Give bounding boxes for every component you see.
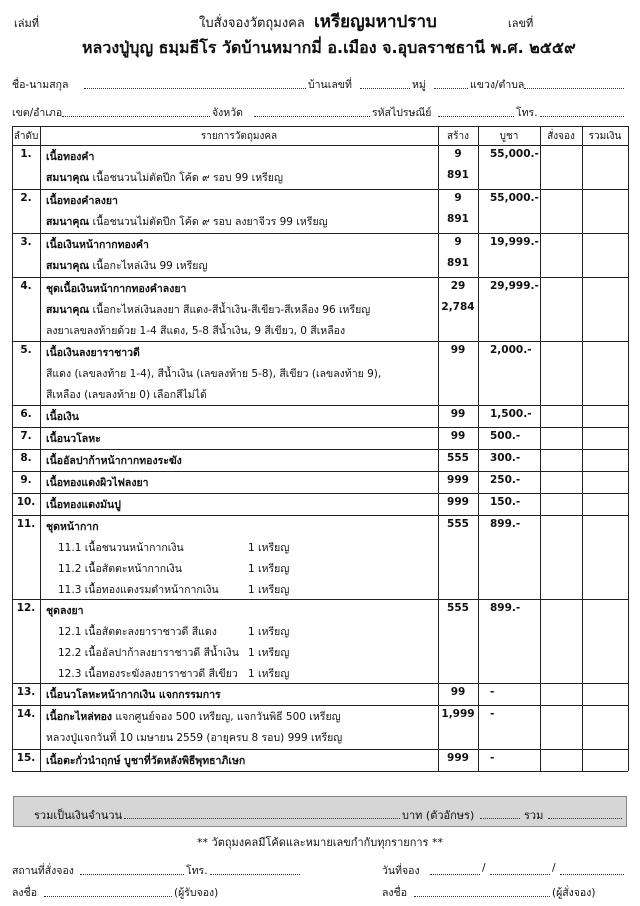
table-row-divider: [12, 233, 628, 234]
item-title: ชุดหน้ากาก: [46, 521, 99, 533]
item-number: 12.: [16, 602, 36, 614]
orderer-label: (ผู้สั่งจอง): [552, 887, 596, 899]
item-title-line: [46, 148, 94, 165]
order-quantity-cell[interactable]: [541, 706, 581, 748]
table-row-divider: [12, 705, 628, 706]
order-quantity-cell[interactable]: [541, 516, 581, 598]
item-title: เนื้อทองแดงผิวไฟลงยา: [46, 477, 149, 489]
column-header-item: รายการวัตถุมงคล: [200, 131, 278, 142]
table-column-divider: [12, 126, 13, 771]
item-number: 5.: [20, 344, 32, 356]
item-description-extra: สีเหลือง (เลขลงท้าย 0) เลือกสีไม่ได้: [46, 389, 207, 401]
order-quantity-cell[interactable]: [541, 278, 581, 340]
item-price: 19,999.-: [490, 236, 539, 248]
phone-label: โทร.: [516, 107, 538, 119]
order-quantity-cell[interactable]: [541, 750, 581, 770]
item-title: เนื้อกะไหล่ทอง: [46, 711, 113, 723]
item-title: เนื้อนวโลหะหน้ากากเงิน แจกกรรมการ: [46, 689, 221, 701]
item-price: -: [490, 708, 495, 720]
item-description-text: สีแดง (เลขลงท้าย 1-4), สีน้ำเงิน (เลขลงท้าย 5-8), สีเขียว (เลขลงท้าย 9),: [46, 368, 382, 380]
district-label: เขต/อำเภอ: [12, 107, 63, 119]
bonus-label: สมนาคุณ: [46, 216, 90, 228]
made-count: 99: [450, 408, 466, 420]
item-title-line: [46, 280, 186, 297]
order-quantity-cell[interactable]: [541, 342, 581, 404]
order-quantity-cell[interactable]: [541, 146, 581, 188]
row-total-cell[interactable]: [583, 146, 627, 188]
item-title-line: [46, 474, 149, 491]
bonus-label: สมนาคุณ: [46, 304, 90, 316]
sub-item-name: 11.3 เนื้อทองแดงรมดำหน้ากากเงิน: [58, 584, 219, 596]
item-description-text: เนื้อชนวนไม่ตัดปีก โค้ด ๙ รอบ 99 เหรียญ: [89, 172, 283, 184]
footer-phone-field[interactable]: [210, 874, 300, 875]
sub-item-quantity: 1 เหรียญ: [248, 626, 290, 638]
item-description: [46, 257, 207, 274]
row-total-cell[interactable]: [583, 190, 627, 232]
table-row-divider: [12, 471, 628, 472]
item-price: 150.-: [490, 496, 521, 508]
footer-phone-label: โทร.: [186, 865, 208, 877]
item-title-line: [46, 236, 149, 253]
item-number: 15.: [16, 752, 36, 764]
item-title-detail: แจกศูนย์จอง 500 เหรียญ, แจกวันพิธี 500 เหรียญ: [112, 711, 341, 723]
column-header-made: สร้าง: [447, 131, 469, 142]
bonus-label: สมนาคุณ: [46, 172, 90, 184]
item-title-line: [46, 408, 79, 425]
item-title: เนื้อเงินหน้ากากทองคำ: [46, 239, 149, 251]
item-title: เนื้อเงินลงยาราชาวดี: [46, 347, 140, 359]
item-number: 2.: [20, 192, 32, 204]
place-field[interactable]: [80, 874, 184, 875]
made-count: 555: [447, 602, 469, 614]
order-quantity-cell[interactable]: [541, 428, 581, 448]
item-number: 10.: [16, 496, 36, 508]
item-number: 14.: [16, 708, 36, 720]
orderer-sign-field[interactable]: [414, 896, 550, 897]
item-title: เนื้อทองคำ: [46, 151, 95, 163]
item-price: 899.-: [490, 602, 521, 614]
row-total-cell[interactable]: [583, 750, 627, 770]
sub-item-name: 12.3 เนื้อทองระฆังลงยาราชาวดี สีเขียว: [58, 668, 238, 680]
item-title-line: [46, 752, 245, 769]
item-price: 500.-: [490, 430, 521, 442]
order-quantity-cell[interactable]: [541, 494, 581, 514]
phone-field[interactable]: [540, 116, 624, 117]
date-year-field[interactable]: [560, 874, 624, 875]
item-price: -: [490, 752, 495, 764]
table-row-divider: [12, 145, 628, 146]
item-title: เนื้อนวโลหะ: [46, 433, 101, 445]
item-description: [46, 729, 342, 746]
bonus-made-count: 891: [447, 213, 469, 225]
item-title-line: [46, 708, 341, 725]
subdistrict-field[interactable]: [524, 88, 624, 89]
table-row-divider: [12, 427, 628, 428]
item-description-text: เนื้อกะไหล่เงิน 99 เหรียญ: [89, 260, 208, 272]
table-row-divider: [12, 515, 628, 516]
item-description: [46, 365, 381, 382]
item-title-line: [46, 518, 99, 535]
table-column-divider: [40, 126, 41, 771]
order-quantity-cell[interactable]: [541, 600, 581, 682]
sub-item-name: 12.1 เนื้อสัตตะลงยาราชาวดี สีแดง: [58, 626, 217, 638]
table-row-divider: [12, 599, 628, 600]
bonus-label: สมนาคุณ: [46, 260, 90, 272]
item-price: 899.-: [490, 518, 521, 530]
baht-text-label: บาท (ตัวอักษร): [402, 809, 475, 822]
postcode-label: รหัสไปรษณีย์: [372, 107, 432, 119]
row-total-cell[interactable]: [583, 600, 627, 682]
item-description-text: เนื้อชนวนไม่ตัดปีก โค้ด ๙ รอบ ลงยาจีวร 99 เหรียญ: [89, 216, 328, 228]
made-count: 9: [454, 236, 462, 248]
page-subtitle: หลวงปู่บุญ ธมฺมธีโร วัดบ้านหมากมี่ อ.เมือง จ.อุบลราชธานี พ.ศ. ๒๕๕๙: [82, 38, 576, 57]
item-price: -: [490, 686, 495, 698]
made-count: 29: [450, 280, 466, 292]
name-field[interactable]: [84, 88, 306, 89]
item-title: ชุดลงยา: [46, 605, 84, 617]
made-count: 999: [447, 752, 469, 764]
order-quantity-cell[interactable]: [541, 234, 581, 276]
bonus-made-count: 2,784: [441, 301, 475, 313]
orderer-sign-label: ลงชื่อ: [382, 887, 407, 899]
row-total-cell[interactable]: [583, 342, 627, 404]
made-count: 99: [450, 686, 466, 698]
item-title-line: [46, 602, 84, 619]
item-number: 13.: [16, 686, 36, 698]
order-quantity-cell[interactable]: [541, 450, 581, 470]
total-amount-field[interactable]: [124, 818, 400, 819]
row-total-cell[interactable]: [583, 516, 627, 598]
made-count: 9: [454, 148, 462, 160]
sub-item-name: 11.1 เนื้อชนวนหน้ากากเงิน: [58, 542, 184, 554]
name-label: ชื่อ-นามสกุล: [12, 79, 69, 91]
sub-item-quantity: 1 เหรียญ: [248, 668, 290, 680]
item-title: เนื้ออัลปาก้าหน้ากากทองระฆัง: [46, 455, 182, 467]
item-price: 1,500.-: [490, 408, 532, 420]
date-separator-2: /: [552, 862, 556, 874]
table-row-divider: [12, 683, 628, 684]
bonus-made-count: 891: [447, 257, 469, 269]
order-quantity-cell[interactable]: [541, 406, 581, 426]
item-number: 11.: [16, 518, 36, 530]
item-title-line: [46, 496, 121, 513]
item-number: 4.: [20, 280, 32, 292]
item-price: 55,000.-: [490, 148, 539, 160]
item-title: ชุดเนื้อเงินหน้ากากทองคำลงยา: [46, 283, 187, 295]
table-row-divider: [12, 405, 628, 406]
item-price: 2,000.-: [490, 344, 532, 356]
date-separator-1: /: [482, 862, 486, 874]
item-number: 7.: [20, 430, 32, 442]
place-label: สถานที่สั่งจอง: [12, 865, 74, 877]
item-price: 250.-: [490, 474, 521, 486]
date-label: วันที่จอง: [382, 865, 420, 877]
row-total-cell[interactable]: [583, 278, 627, 340]
column-header-total: รวมเงิน: [588, 131, 622, 142]
column-header-order: สั่งจอง: [547, 131, 575, 142]
item-title: เนื้อทองแดงมันปู: [46, 499, 121, 511]
made-count: 999: [447, 474, 469, 486]
receiver-sign-label: ลงชื่อ: [12, 887, 37, 899]
form-label: ใบสั่งจองวัตถุมงคล: [199, 16, 305, 31]
item-price: 300.-: [490, 452, 521, 464]
moo-field[interactable]: [434, 88, 468, 89]
row-total-cell[interactable]: [583, 450, 627, 470]
item-number: 1.: [20, 148, 32, 160]
table-column-divider: [478, 126, 479, 771]
date-day-field[interactable]: [430, 874, 480, 875]
sub-item-name: 12.2 เนื้ออัลปาก้าลงยาราชาวดี สีน้ำเงิน: [58, 647, 239, 659]
table-row-divider: [12, 189, 628, 190]
item-title-line: [46, 686, 221, 703]
table-row-divider: [12, 341, 628, 342]
item-title: เนื้อเงิน: [46, 411, 79, 423]
made-count: 99: [450, 344, 466, 356]
row-total-cell[interactable]: [583, 234, 627, 276]
receiver-label: (ผู้รับจอง): [174, 887, 219, 899]
made-count: 99: [450, 430, 466, 442]
row-total-cell[interactable]: [583, 706, 627, 748]
order-quantity-cell[interactable]: [541, 684, 581, 704]
item-number: 6.: [20, 408, 32, 420]
province-label: จังหวัด: [212, 107, 243, 119]
row-total-cell[interactable]: [583, 494, 627, 514]
item-number: 3.: [20, 236, 32, 248]
form-title: เหรียญมหาปราบ: [314, 12, 437, 32]
date-month-field[interactable]: [490, 874, 550, 875]
item-description: [46, 301, 370, 318]
item-title-line: [46, 430, 101, 447]
house-no-field[interactable]: [360, 88, 410, 89]
item-title: เนื้อตะกั่วนำฤกษ์ บูชาที่วัดหลังพิธีพุทธาภิเษก: [46, 755, 246, 767]
item-description-extra: ลงยาเลขลงท้ายด้วย 1-4 สีแดง, 5-8 สีน้ำเงิน, 9 สีเขียว, 0 สีเหลือง: [46, 325, 346, 337]
house-no-label: บ้านเลขที่: [308, 79, 352, 91]
row-total-cell[interactable]: [583, 472, 627, 492]
total-label: รวมเป็นเงินจำนวน: [34, 809, 123, 822]
item-description-text: เนื้อกะไหล่เงินลงยา สีแดง-สีน้ำเงิน-สีเขียว-สีเหลือง 96 เหรียญ: [89, 304, 371, 316]
table-row-divider: [12, 493, 628, 494]
item-number: 8.: [20, 452, 32, 464]
table-row-divider: [12, 771, 628, 772]
book-number-label: เล่มที่: [14, 17, 40, 30]
column-header-price: บูชา: [499, 131, 519, 142]
sum-field[interactable]: [548, 818, 622, 819]
item-title: เนื้อทองคำลงยา: [46, 195, 118, 207]
table-row-divider: [12, 126, 628, 127]
item-price: 55,000.-: [490, 192, 539, 204]
row-total-cell[interactable]: [583, 684, 627, 704]
sub-item-quantity: 1 เหรียญ: [248, 647, 290, 659]
item-title-line: [46, 452, 182, 469]
postcode-field[interactable]: [438, 116, 514, 117]
item-title-line: [46, 344, 140, 361]
row-total-cell[interactable]: [583, 406, 627, 426]
item-title-line: [46, 192, 118, 209]
made-count: 1,999: [441, 708, 475, 720]
order-quantity-cell[interactable]: [541, 190, 581, 232]
item-description: [46, 169, 283, 186]
item-price: 29,999.-: [490, 280, 539, 292]
order-quantity-cell[interactable]: [541, 472, 581, 492]
row-total-cell[interactable]: [583, 428, 627, 448]
district-field[interactable]: [62, 116, 210, 117]
column-header-no: ลำดับ: [13, 131, 39, 142]
moo-label: หมู่: [412, 79, 426, 91]
made-count: 999: [447, 496, 469, 508]
made-count: 9: [454, 192, 462, 204]
subdistrict-label: แขวง/ตำบล: [470, 79, 525, 91]
bonus-made-count: 891: [447, 169, 469, 181]
sub-item-quantity: 1 เหรียญ: [248, 584, 290, 596]
item-number: 9.: [20, 474, 32, 486]
sub-item-quantity: 1 เหรียญ: [248, 563, 290, 575]
form-number-label: เลขที่: [508, 17, 534, 30]
baht-text-field[interactable]: [480, 818, 520, 819]
item-description-text: หลวงปู่แจกวันที่ 10 เมษายน 2559 (อายุครบ 8 รอบ) 999 เหรียญ: [46, 732, 343, 744]
table-column-divider: [628, 126, 629, 771]
sub-item-quantity: 1 เหรียญ: [248, 542, 290, 554]
made-count: 555: [447, 518, 469, 530]
province-field[interactable]: [254, 116, 370, 117]
made-count: 555: [447, 452, 469, 464]
sub-item-name: 11.2 เนื้อสัตตะหน้ากากเงิน: [58, 563, 182, 575]
table-row-divider: [12, 277, 628, 278]
receiver-sign-field[interactable]: [44, 896, 172, 897]
code-note: ** วัตถุมงคลมีโค้ดและหมายเลขกำกับทุกรายการ **: [197, 836, 443, 849]
table-row-divider: [12, 449, 628, 450]
item-description: [46, 213, 328, 230]
table-row-divider: [12, 749, 628, 750]
sum-label: รวม: [524, 809, 544, 822]
